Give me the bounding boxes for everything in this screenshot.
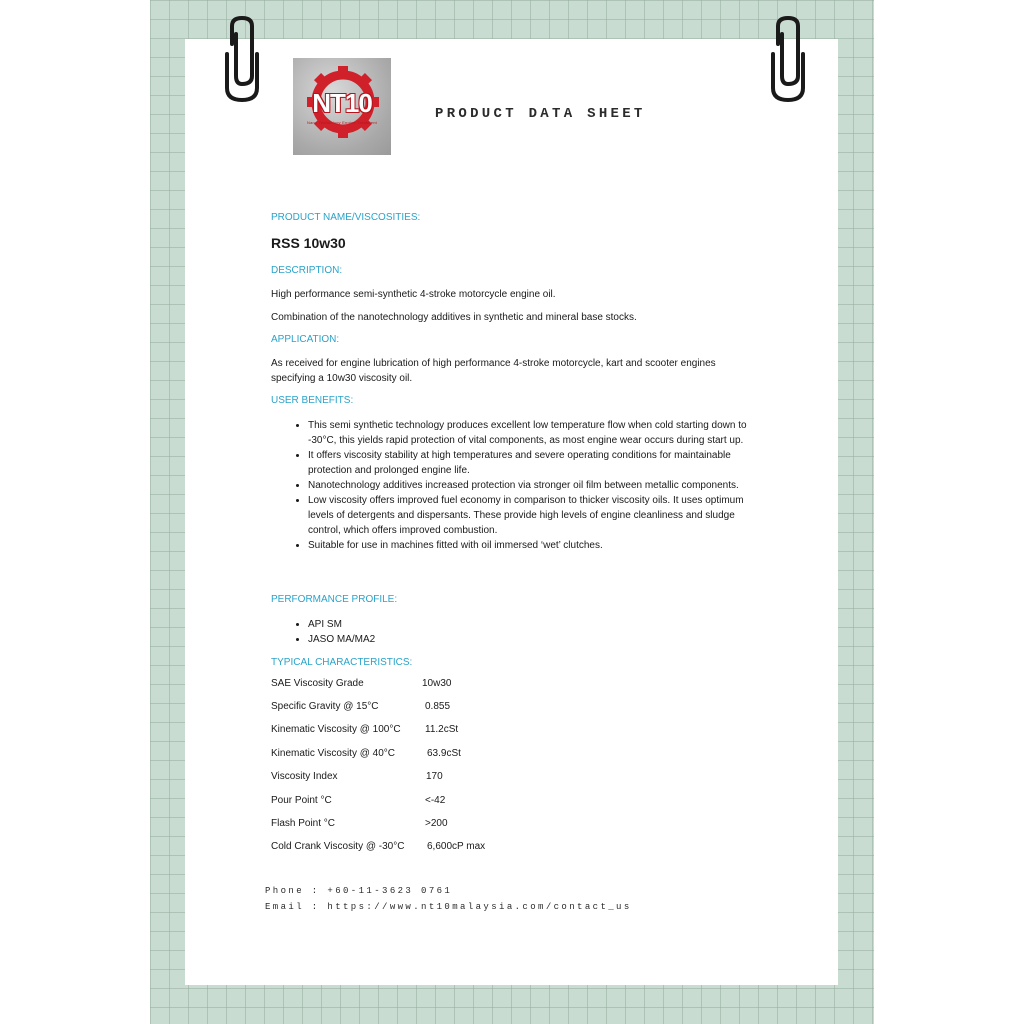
contact-phone: Phone : +60-11-3623 0761 (265, 886, 453, 896)
list-item: • API SM (308, 617, 763, 632)
list-item: • Suitable for use in machines fitted with oil immersed ‘wet’ clutches. (308, 538, 763, 553)
user-benefits-list (290, 418, 763, 553)
performance-profile-list (290, 617, 763, 647)
application-text: As received for engine lubrication of high performance 4-stroke motorcycle, kart and scooter engines specifying a 10w30 viscosity oil. (271, 358, 716, 384)
contact-email: Email : https://www.nt10malaysia.com/contact_us (265, 902, 632, 912)
characteristic-value: 63.9cSt (427, 748, 461, 759)
performance-profile-heading: PERFORMANCE PROFILE: (271, 594, 398, 605)
typical-characteristics-heading: TYPICAL CHARACTERISTICS: (271, 657, 413, 668)
characteristic-value: <-42 (425, 795, 446, 806)
characteristic-value: 10w30 (422, 678, 452, 689)
logo-tagline: Nano Technology Engine Treatment (307, 120, 377, 125)
list-item: • It offers viscosity stability at high temperatures and severe operating conditions for maintainable protection and prolonged engine life. (308, 448, 763, 478)
description-line-1: High performance semi-synthetic 4-stroke motorcycle engine oil. (271, 289, 556, 300)
characteristic-label: Kinematic Viscosity @ 40°C (271, 748, 396, 759)
characteristic-label: Specific Gravity @ 15°C (271, 701, 379, 712)
description-heading: DESCRIPTION: (271, 265, 343, 276)
list-item: • JASO MA/MA2 (308, 632, 763, 647)
characteristic-label: Viscosity Index (271, 771, 338, 782)
characteristic-value: >200 (425, 818, 448, 829)
characteristic-label: Cold Crank Viscosity @ -30°C (271, 841, 405, 852)
application-heading: APPLICATION: (271, 334, 340, 345)
characteristic-value: 0.855 (425, 701, 451, 712)
characteristic-label: SAE Viscosity Grade (271, 678, 364, 689)
characteristic-label: Pour Point °C (271, 795, 332, 806)
characteristic-value: 170 (426, 771, 443, 782)
list-item: • Low viscosity offers improved fuel economy in comparison to thicker viscosity oils. It uses optimum levels of detergents and dispersants. These provide high levels of engine cleanliness and sludge control, which offers improved combustion. (308, 493, 763, 538)
characteristic-value: 6,600cP max (427, 841, 486, 852)
page-title: PRODUCT DATA SHEET (435, 106, 646, 122)
paperclip-icon (765, 14, 811, 104)
list-item: • Nanotechnology additives increased protection via stronger oil film between metallic components. (308, 478, 763, 493)
characteristic-label: Kinematic Viscosity @ 100°C (271, 724, 401, 735)
description-line-2: Combination of the nanotechnology additives in synthetic and mineral base stocks. (271, 312, 637, 323)
characteristic-label: Flash Point °C (271, 818, 336, 829)
product-name-heading: PRODUCT NAME/VISCOSITIES: (271, 212, 421, 223)
user-benefits-heading: USER BENEFITS: (271, 395, 354, 406)
characteristic-value: 11.2cSt (425, 724, 459, 735)
list-item: • This semi synthetic technology produces excellent low temperature flow when cold starting down to -30°C, this yields rapid protection of vital components, as most engine wear occurs during start up. (308, 418, 763, 448)
paperclip-icon (219, 14, 265, 104)
brand-logo (293, 58, 391, 155)
product-name: RSS 10w30 (271, 235, 346, 251)
logo-text: NT10 (312, 88, 372, 118)
